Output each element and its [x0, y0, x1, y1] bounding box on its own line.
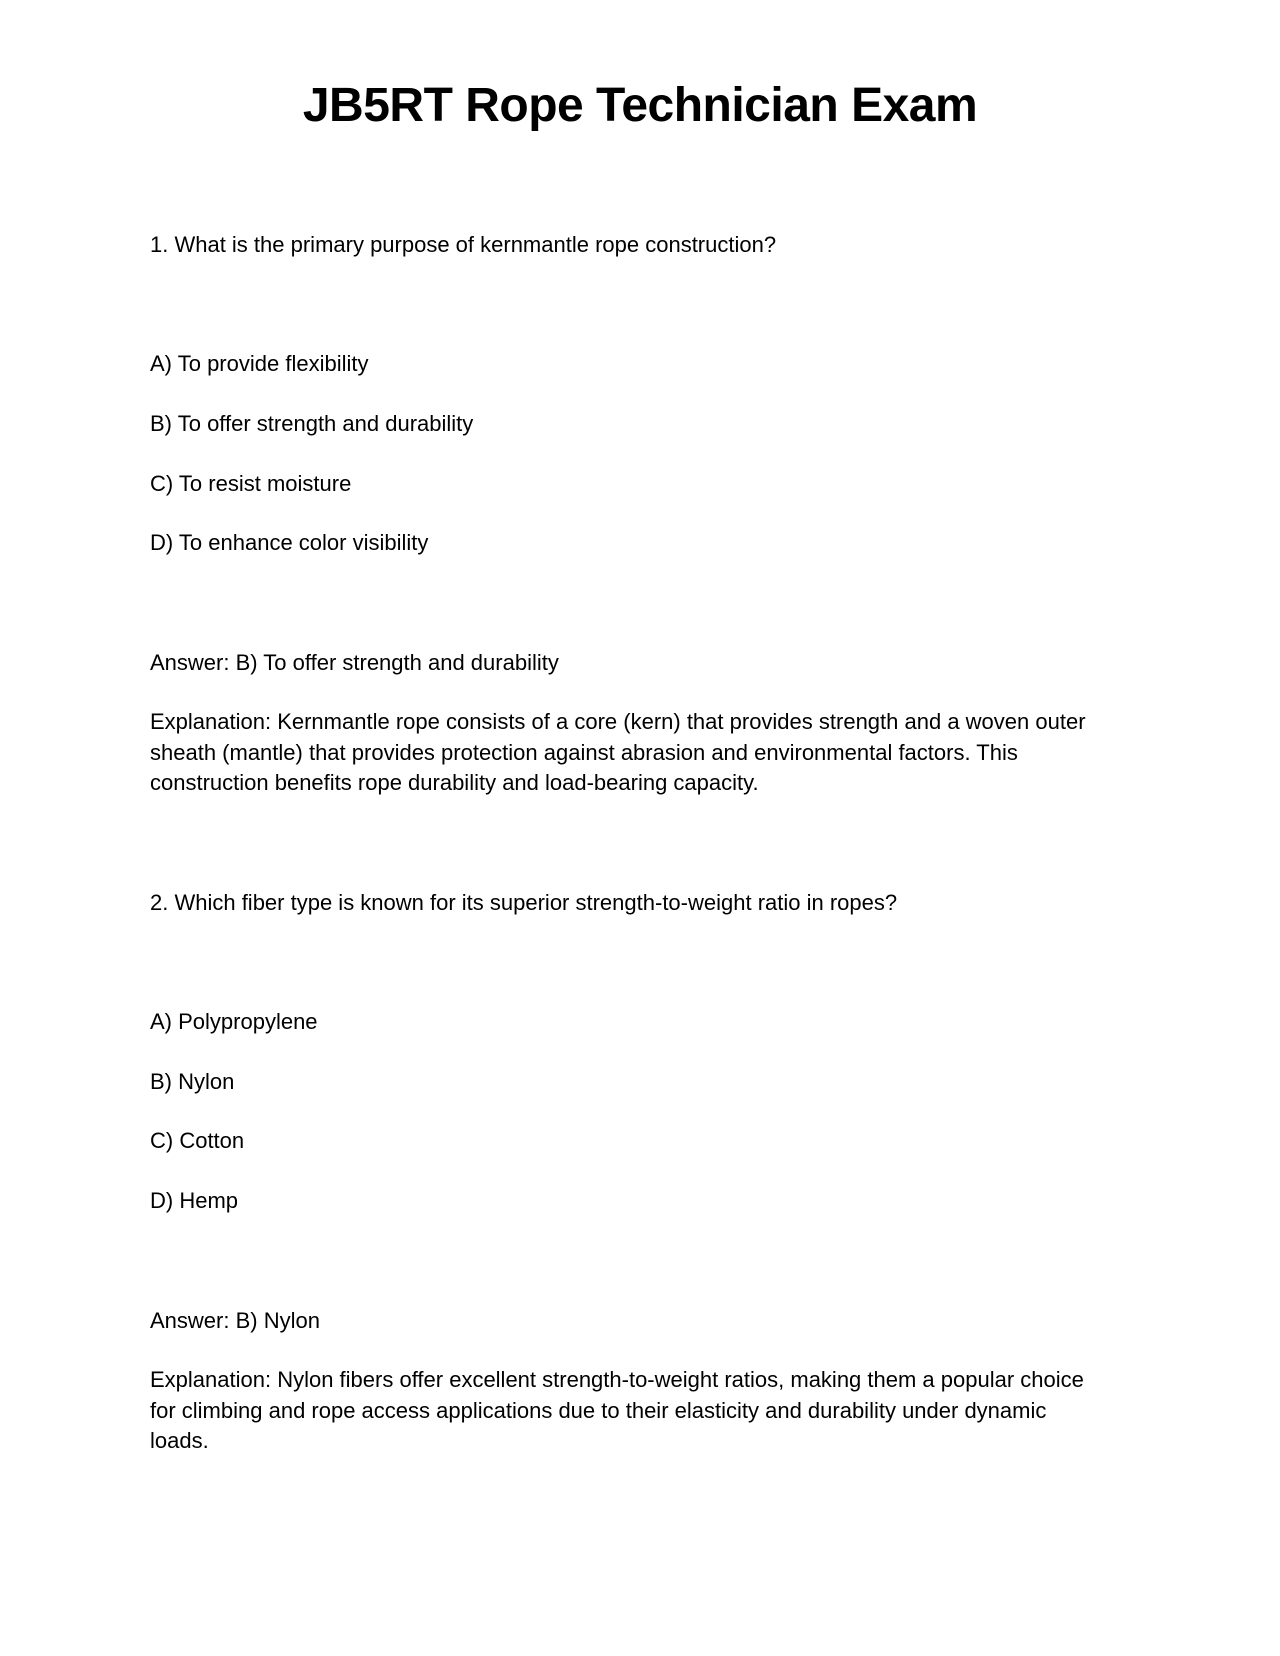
question-2-option-d: D) Hemp: [150, 1188, 239, 1213]
page-title: JB5RT Rope Technician Exam: [302, 79, 978, 132]
question-1-option-c: C) To resist moisture: [150, 471, 352, 496]
question-2-text: 2. Which fiber type is known for its superior strength-to-weight ratio in ropes?: [150, 890, 898, 915]
question-2-option-c: C) Cotton: [150, 1128, 245, 1153]
question-1-option-a: A) To provide flexibility: [150, 351, 369, 376]
question-2-option-b: B) Nylon: [150, 1069, 235, 1094]
question-2-explanation: Explanation: Nylon fibers offer excellent strength-to-weight ratios, making them a popular choice for climbing and rope access applications due to their elasticity and durability under dynamic loads.: [150, 1367, 1084, 1453]
question-2-answer: Answer: B) Nylon: [150, 1308, 320, 1333]
question-1-explanation: Explanation: Kernmantle rope consists of a core (kern) that provides strength and a woven outer sheath (mantle) that provides protection against abrasion and environmental factors. This construction benefits rope durability and load-bearing capacity.: [150, 709, 1086, 795]
question-2-option-a: A) Polypropylene: [150, 1009, 318, 1034]
question-1-answer: Answer: B) To offer strength and durability: [150, 650, 559, 675]
question-1-text: 1. What is the primary purpose of kernmantle rope construction?: [150, 232, 777, 257]
question-1-option-b: B) To offer strength and durability: [150, 411, 474, 436]
question-1-option-d: D) To enhance color visibility: [150, 530, 429, 555]
